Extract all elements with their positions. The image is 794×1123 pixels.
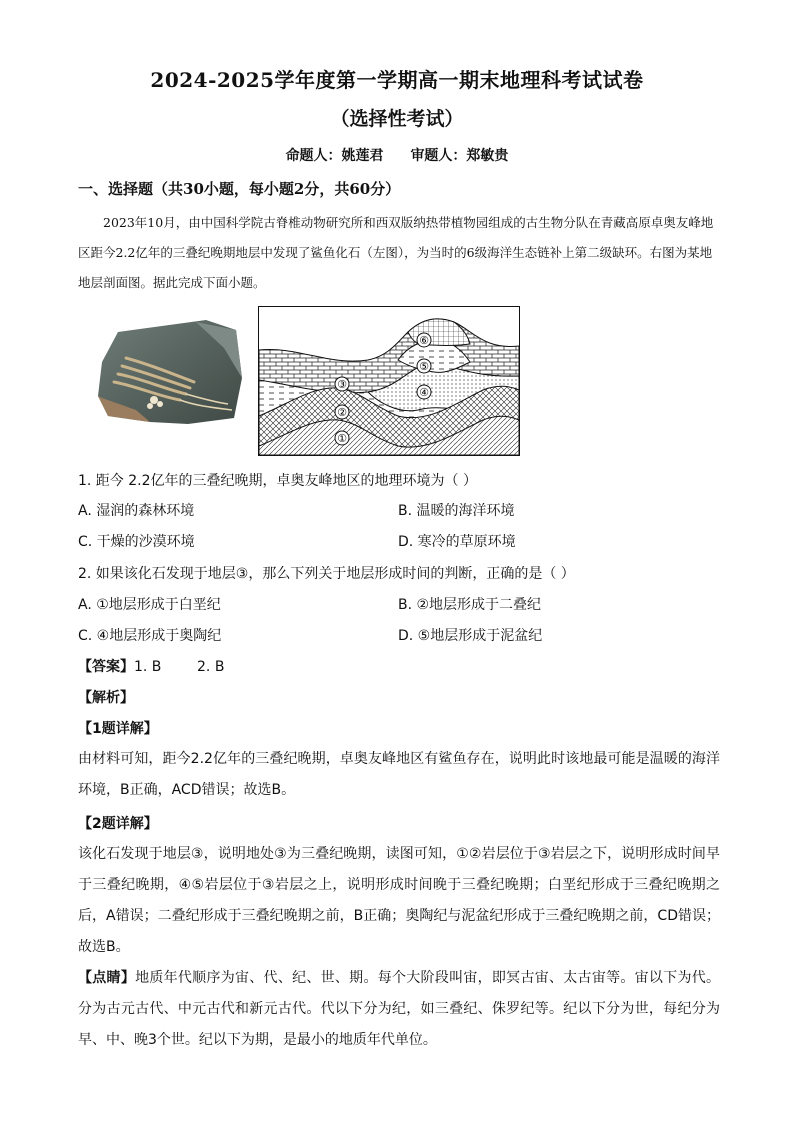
strata-label-5: ⑤ [419, 360, 429, 373]
q2-option-c[interactable]: C. ④地层形成于奥陶纪 [78, 628, 222, 644]
answer-text: 1. B 2. B [134, 659, 225, 675]
answer-label: 【答案】 [78, 659, 134, 675]
reviewer-label: 审题人：郑敏贵 [410, 148, 509, 164]
question-2-stem: 2. 如果该化石发现于地层③，那么下列关于地层形成时间的判断，正确的是（ ） [78, 566, 575, 582]
tip-paragraph [78, 963, 720, 1056]
answer-line [78, 656, 224, 676]
question-1-stem: 1. 距今 2.2亿年的三叠纪晚期，卓奥友峰地区的地理环境为（ ） [78, 473, 477, 489]
strata-label-1: ① [337, 432, 347, 445]
strata-section-diagram [258, 306, 520, 456]
q1-option-c[interactable]: C. 干燥的沙漠环境 [78, 534, 195, 550]
analysis-label: 【解析】 [78, 690, 134, 706]
q1-option-d[interactable]: D. 寒冷的草原环境 [398, 534, 516, 550]
q1-detail-label: 【1题详解】 [78, 721, 158, 737]
strata-label-3: ③ [337, 378, 347, 391]
q2-detail-label: 【2题详解】 [78, 816, 158, 832]
authors-line [0, 145, 794, 165]
strata-label-6: ⑥ [419, 334, 429, 347]
tip-text: 地质年代顺序为宙、代、纪、世、期。每个大阶段叫宙，即冥古宙、太古宙等。宙以下为代。分为古元古代、中元古代和新元古代。代以下分为纪，如三叠纪、侏罗纪等。纪以下分为世，每纪分为早、中、晚3个世。纪以下为期，是最小的地质年代单位。 [78, 970, 721, 1048]
q1-detail-text: 由材料可知，距今2.2亿年的三叠纪晚期，卓奥友峰地区有鲨鱼存在，说明此时该地最可能是温暖的海洋环境，B正确，ACD错误；故选B。 [78, 751, 720, 798]
author-label: 命题人：姚莲君 [285, 148, 384, 164]
q2-option-b[interactable]: B. ②地层形成于二叠纪 [398, 597, 542, 613]
shark-fossil-image [96, 318, 244, 426]
tip-label: 【点睛】 [78, 970, 136, 986]
q2-detail-text: 该化石发现于地层③，说明地处③为三叠纪晚期，读图可知，①②岩层位于③岩层之下，说明形成时间早于三叠纪晚期，④⑤岩层位于③岩层之上，说明形成时间晚于三叠纪晚期；白垩纪形成于三叠纪晚期之后，A错误；二叠纪形成于三叠纪晚期之前，B正确；奥陶纪与泥盆纪形成于三叠纪晚期之前，CD错误；故选B。 [78, 846, 720, 955]
q1-option-b[interactable]: B. 温暖的海洋环境 [398, 503, 515, 519]
exam-subtitle: （选择性考试） [330, 108, 464, 130]
q1-option-a[interactable]: A. 湿润的森林环境 [78, 503, 195, 519]
q2-option-a[interactable]: A. ①地层形成于白垩纪 [78, 597, 221, 613]
section-heading: 一、选择题（共30小题，每小题2分，共60分） [78, 180, 401, 198]
intro-paragraph: 2023年10月，由中国科学院古脊椎动物研究所和西双版纳热带植物园组成的古生物分队在青藏高原卓奥友峰地区距今2.2亿年的三叠纪晚期地层中发现了鲨鱼化石（左图），为当时的6级海洋生态链补上第二级缺环。右图为某地地层剖面图。据此完成下面小题。 [78, 215, 714, 290]
q2-option-d[interactable]: D. ⑤地层形成于泥盆纪 [398, 628, 543, 644]
exam-title: 2024-2025学年度第一学期高一期末地理科考试试卷 [150, 68, 644, 92]
strata-label-4: ④ [419, 386, 429, 399]
strata-label-2: ② [337, 406, 347, 419]
